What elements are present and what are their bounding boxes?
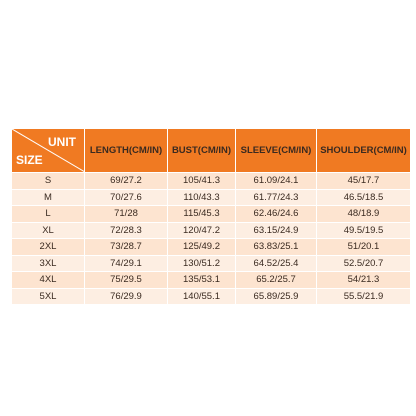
- table-row: [12, 206, 411, 223]
- column-header-shoulder: SHOULDER(CM/IN): [317, 129, 411, 173]
- table-row: [12, 222, 411, 239]
- size-cell: S: [12, 173, 85, 190]
- bust-cell: 135/53.1: [168, 272, 236, 289]
- shoulder-cell: 54/21.3: [317, 272, 411, 289]
- sleeve-cell: 64.52/25.4: [236, 255, 317, 272]
- shoulder-cell: 45/17.7: [317, 173, 411, 190]
- corner-header-cell: [12, 129, 85, 173]
- bust-cell: 110/43.3: [168, 189, 236, 206]
- shoulder-cell: 55.5/21.9: [317, 288, 411, 305]
- table-row: [12, 288, 411, 305]
- size-cell: 4XL: [12, 272, 85, 289]
- sleeve-cell: 61.77/24.3: [236, 189, 317, 206]
- shoulder-cell: 48/18.9: [317, 206, 411, 223]
- shoulder-cell: 46.5/18.5: [317, 189, 411, 206]
- bust-cell: 105/41.3: [168, 173, 236, 190]
- bust-cell: 140/55.1: [168, 288, 236, 305]
- length-cell: 72/28.3: [85, 222, 168, 239]
- sleeve-cell: 63.15/24.9: [236, 222, 317, 239]
- shoulder-cell: 52.5/20.7: [317, 255, 411, 272]
- length-cell: 74/29.1: [85, 255, 168, 272]
- size-cell: L: [12, 206, 85, 223]
- bust-cell: 125/49.2: [168, 239, 236, 256]
- size-cell: XL: [12, 222, 85, 239]
- table-row: [12, 189, 411, 206]
- size-cell: 3XL: [12, 255, 85, 272]
- length-cell: 76/29.9: [85, 288, 168, 305]
- sleeve-cell: 65.89/25.9: [236, 288, 317, 305]
- size-chart-table: [11, 128, 411, 305]
- bust-cell: 115/45.3: [168, 206, 236, 223]
- sleeve-cell: 63.83/25.1: [236, 239, 317, 256]
- length-cell: 70/27.6: [85, 189, 168, 206]
- size-cell: M: [12, 189, 85, 206]
- length-cell: 73/28.7: [85, 239, 168, 256]
- size-chart-container: [11, 128, 410, 305]
- length-cell: 69/27.2: [85, 173, 168, 190]
- shoulder-cell: 49.5/19.5: [317, 222, 411, 239]
- size-cell: 2XL: [12, 239, 85, 256]
- table-row: [12, 239, 411, 256]
- header-row: [12, 129, 411, 173]
- table-row: [12, 173, 411, 190]
- column-header-sleeve: SLEEVE(CM/IN): [236, 129, 317, 173]
- bust-cell: 130/51.2: [168, 255, 236, 272]
- sleeve-cell: 61.09/24.1: [236, 173, 317, 190]
- length-cell: 71/28: [85, 206, 168, 223]
- length-cell: 75/29.5: [85, 272, 168, 289]
- bust-cell: 120/47.2: [168, 222, 236, 239]
- table-row: [12, 255, 411, 272]
- table-row: [12, 272, 411, 289]
- unit-label: UNIT: [48, 135, 76, 149]
- size-cell: 5XL: [12, 288, 85, 305]
- column-header-bust: BUST(CM/IN): [168, 129, 236, 173]
- size-label: SIZE: [16, 153, 43, 167]
- column-header-length: LENGTH(CM/IN): [85, 129, 168, 173]
- sleeve-cell: 62.46/24.6: [236, 206, 317, 223]
- sleeve-cell: 65.2/25.7: [236, 272, 317, 289]
- shoulder-cell: 51/20.1: [317, 239, 411, 256]
